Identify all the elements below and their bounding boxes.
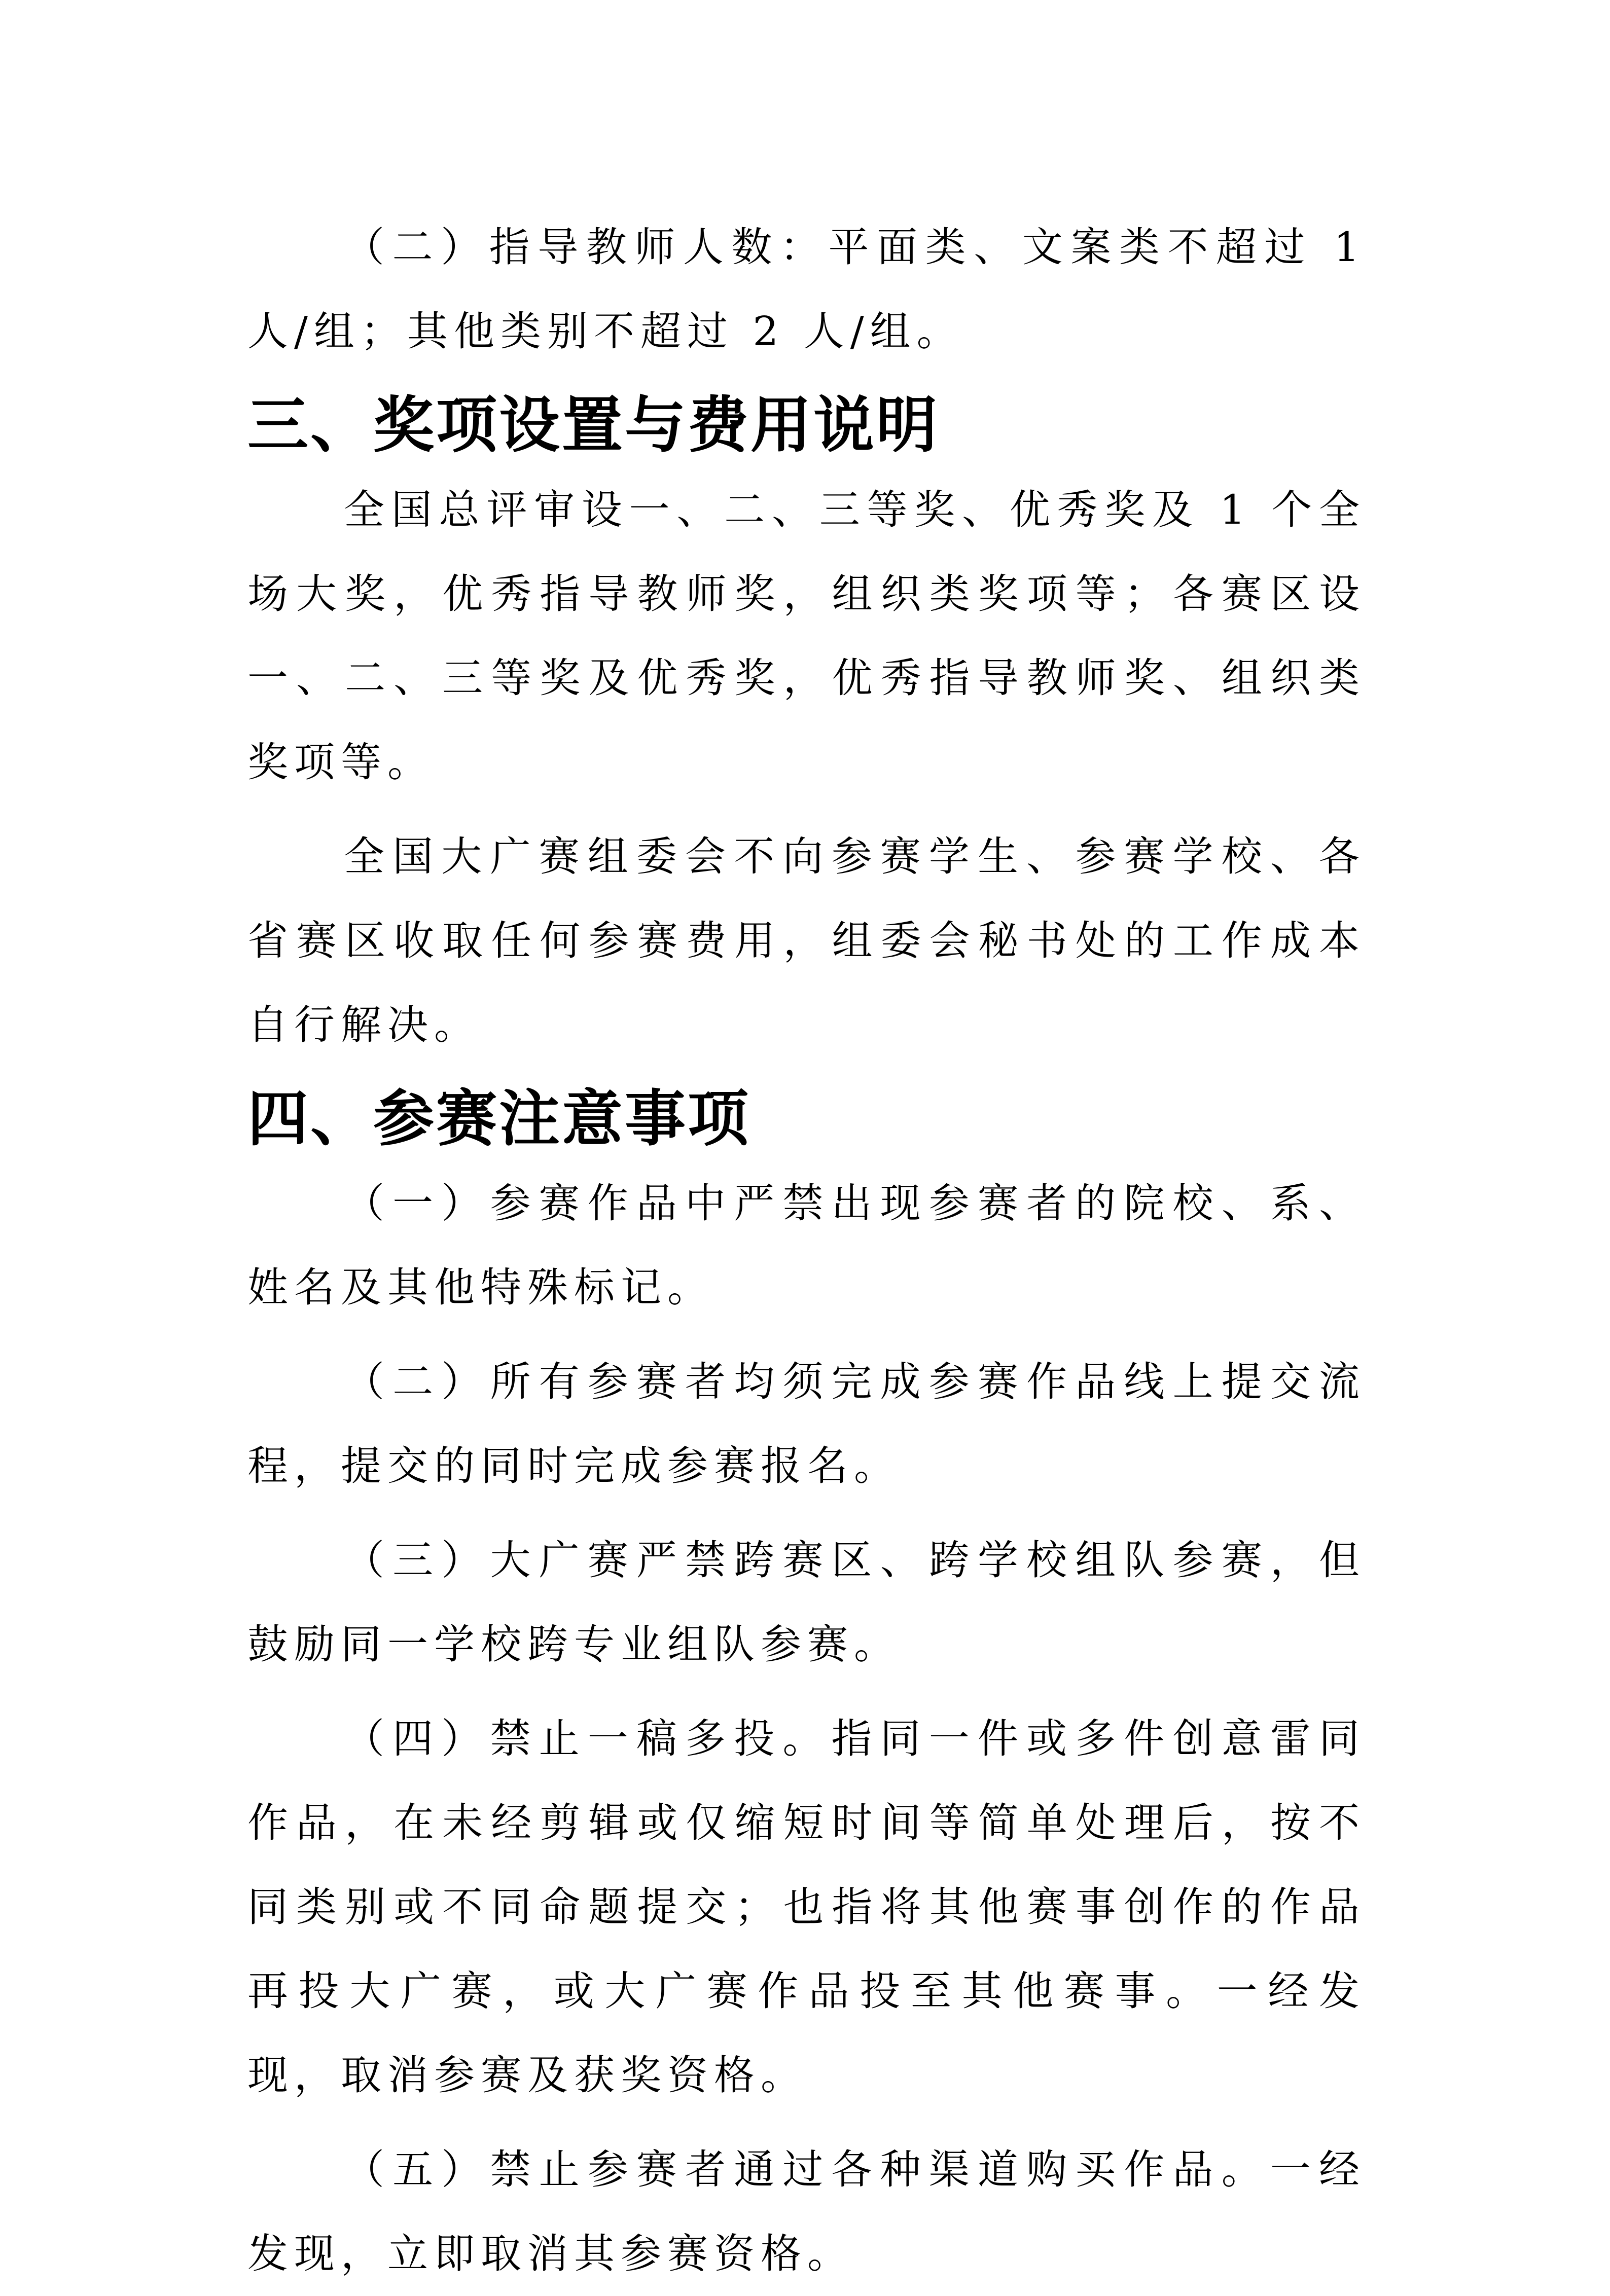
paragraph-note-4: （四）禁止一稿多投。指同一件或多件创意雷同作品，在未经剪辑或仅缩短时间等简单处理后，按不同类别或不同命题提交；也指将其他赛事创作的作品再投大广赛，或大广赛作品投至其他赛事。一经发现，取消参赛及获奖资格。 xyxy=(247,1715,1366,2099)
paragraph-note-1: （一）参赛作品中严禁出现参赛者的院校、系、姓名及其他特殊标记。 xyxy=(247,1180,1366,1311)
section-heading-notes: 四、参赛注意事项 xyxy=(247,1084,750,1154)
section-heading-awards-fees: 三、奖项设置与费用说明 xyxy=(247,390,939,461)
document-body xyxy=(247,205,1366,2296)
paragraph-note-5: （五）禁止参赛者通过各种渠道购买作品。一经发现，立即取消其参赛资格。 xyxy=(247,2146,1366,2277)
paragraph-note-3: （三）大广赛严禁跨赛区、跨学校组队参赛，但鼓励同一学校跨专业组队参赛。 xyxy=(247,1537,1366,1668)
paragraph-award-settings: 全国总评审设一、二、三等奖、优秀奖及 1 个全场大奖，优秀指导教师奖，组织类奖项等；各赛区设一、二、三等奖及优秀奖，优秀指导教师奖、组织类奖项等。 xyxy=(247,486,1366,786)
paragraph-fee-statement: 全国大广赛组委会不向参赛学生、参赛学校、各省赛区收取任何参赛费用，组委会秘书处的工作成本自行解决。 xyxy=(247,833,1366,1048)
paragraph-note-2: （二）所有参赛者均须完成参赛作品线上提交流程，提交的同时完成参赛报名。 xyxy=(247,1358,1366,1489)
paragraph-instructor-count: （二）指导教师人数：平面类、文案类不超过 1 人/组；其他类别不超过 2 人/组。 xyxy=(247,224,1366,355)
